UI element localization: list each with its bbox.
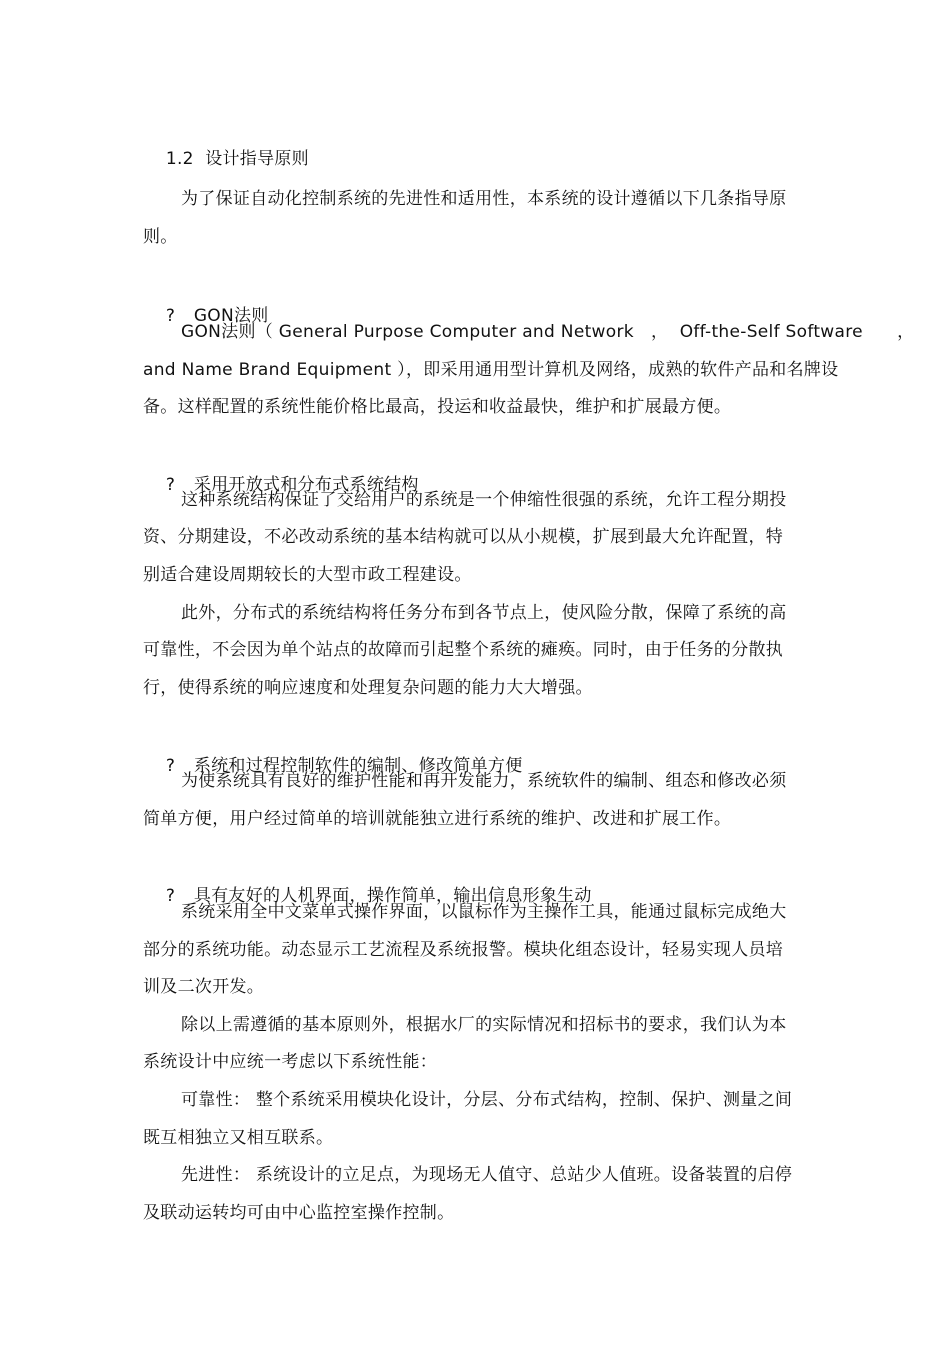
paragraph-line: 部分的系统功能。动态显示工艺流程及系统报警。模块化组态设计，轻易实现人员培 [143, 940, 784, 960]
principle-title: 具有友好的人机界面，操作简单，输出信息形象生动 [193, 886, 592, 906]
section-title: 设计指导原则 [205, 149, 309, 169]
principle-title: GON法则 [193, 306, 269, 326]
paragraph-line: 除以上需遵循的基本原则外，根据水厂的实际情况和招标书的要求，我们认为本 [181, 1015, 787, 1035]
principle-title: 系统和过程控制软件的编制、修改简单方便 [193, 756, 523, 776]
paragraph-line: 系统采用全中文菜单式操作界面，以鼠标作为主操作工具，能通过鼠标完成绝大 [181, 902, 787, 922]
section-number: 1.2 [165, 149, 194, 169]
intro-line-1: 为了保证自动化控制系统的先进性和适用性，本系统的设计遵循以下几条指导原 [181, 189, 787, 209]
paragraph-line: 备。这样配置的系统性能价格比最高，投运和收益最快，维护和扩展最方便。 [143, 397, 732, 417]
paragraph-line: 系统设计中应统一考虑以下系统性能： [143, 1052, 438, 1072]
paragraph-line: 训及二次开发。 [143, 977, 265, 997]
paragraph-line: GON法则（ General Purpose Computer and Network ， Off-the-Self Software ， [181, 322, 915, 342]
paragraph-line: 别适合建设周期较长的大型市政工程建设。 [143, 565, 472, 585]
paragraph-line: 为使系统具有良好的维护性能和再开发能力，系统软件的编制、组态和修改必须 [181, 771, 787, 791]
bullet-marker: ? [165, 475, 176, 495]
performance-advanced-line-2: 及联动运转均可由中心监控室操作控制。 [143, 1203, 455, 1223]
paragraph-line: and Name Brand Equipment ），即采用通用型计算机及网络，成熟的软件产品和名牌设 [143, 360, 839, 380]
intro-line-2: 则。 [143, 227, 178, 247]
bullet-marker: ? [165, 756, 176, 776]
performance-reliability-line-2: 既互相独立又相互联系。 [143, 1128, 334, 1148]
paragraph-line: 这种系统结构保证了交给用户的系统是一个伸缩性很强的系统，允许工程分期投 [181, 490, 787, 510]
performance-advanced-line-1: 先进性： 系统设计的立足点，为现场无人值守、总站少人值班。设备装置的启停 [181, 1165, 793, 1185]
section-heading [143, 129, 309, 189]
paragraph-line: 行，使得系统的响应速度和处理复杂问题的能力大大增强。 [143, 678, 593, 698]
performance-reliability-line-1: 可靠性： 整个系统采用模块化设计，分层、分布式结构，控制、保护、测量之间 [181, 1090, 793, 1110]
paragraph-line: 可靠性，不会因为单个站点的故障而引起整个系统的瘫痪。同时，由于任务的分散执 [143, 640, 784, 660]
paragraph-line: 此外，分布式的系统结构将任务分布到各节点上，使风险分散，保障了系统的高 [181, 603, 787, 623]
principle-title: 采用开放式和分布式系统结构 [193, 475, 419, 495]
bullet-marker: ? [165, 306, 176, 326]
paragraph-line: 简单方便，用户经过简单的培训就能独立进行系统的维护、改进和扩展工作。 [143, 809, 732, 829]
paragraph-line: 资、分期建设，不必改动系统的基本结构就可以从小规模，扩展到最大允许配置，特 [143, 527, 784, 547]
bullet-marker: ? [165, 886, 176, 906]
